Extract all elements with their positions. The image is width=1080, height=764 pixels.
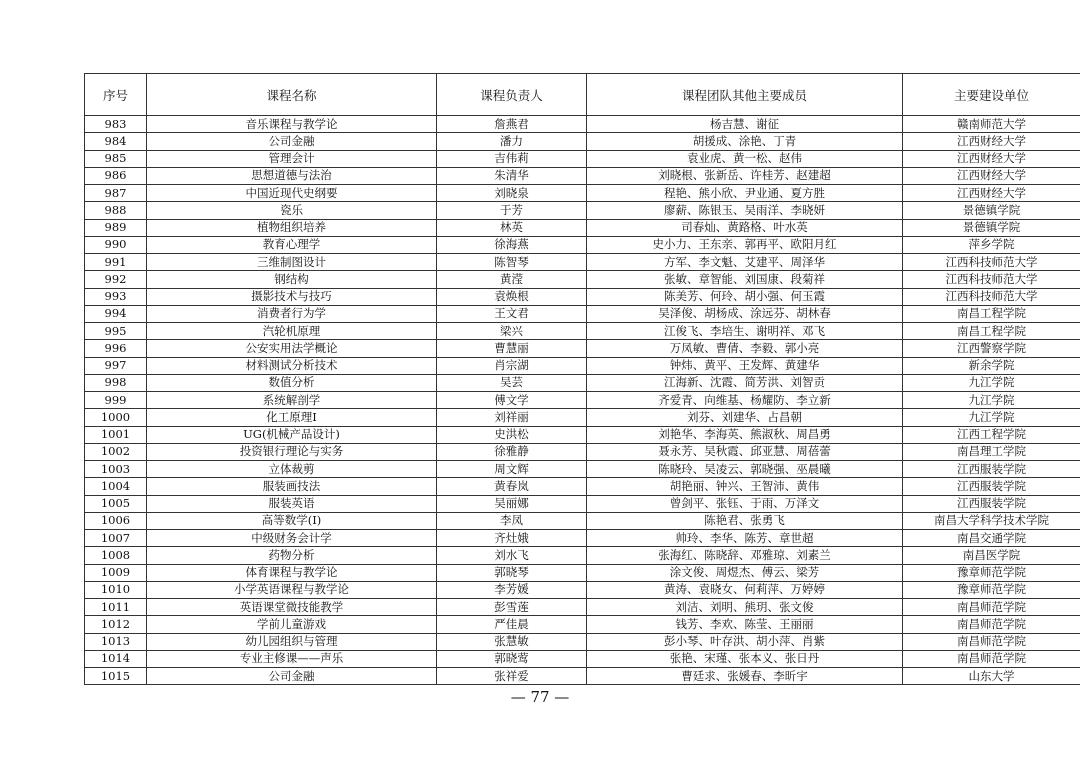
table-row [85,547,1080,564]
cell-course-lead: 张祥爱 [437,668,587,685]
cell-institution: 山东大学 [903,668,1080,685]
cell-institution: 南昌大学科学技术学院 [903,512,1080,529]
cell-course-lead: 陈智琴 [437,254,587,271]
page-number: — 77 — [510,688,570,706]
cell-institution: 赣南师范大学 [903,116,1080,133]
cell-index: 996 [85,340,147,357]
cell-institution: 江西警察学院 [903,340,1080,357]
cell-index: 1003 [85,461,147,478]
cell-institution: 南昌工程学院 [903,323,1080,340]
cell-index: 1015 [85,668,147,685]
cell-course-lead: 李凤 [437,512,587,529]
cell-team-members: 陈艳君、张勇飞 [587,512,903,529]
cell-team-members: 刘芬、刘建华、占昌朝 [587,409,903,426]
cell-course-lead: 曹慧丽 [437,340,587,357]
cell-course-lead: 郭晓莺 [437,650,587,667]
cell-course-lead: 梁兴 [437,323,587,340]
table-row [85,219,1080,236]
cell-course-lead: 郭晓琴 [437,564,587,581]
table-row [85,357,1080,374]
table-row [85,305,1080,322]
cell-course-name: 幼儿园组织与管理 [147,633,437,650]
cell-course-lead: 袁焕根 [437,288,587,305]
cell-team-members: 廖薪、陈银玉、吴雨洋、李晓妍 [587,202,903,219]
cell-course-lead: 林英 [437,219,587,236]
cell-team-members: 彭小琴、叶存洪、胡小萍、肖紫 [587,633,903,650]
cell-index: 995 [85,323,147,340]
cell-institution: 九江学院 [903,409,1080,426]
cell-team-members: 江俊飞、李培生、谢明祥、邓飞 [587,323,903,340]
cell-index: 1004 [85,478,147,495]
table-body [85,116,1080,685]
table-row [85,443,1080,460]
header-course-name: 课程名称 [147,74,437,116]
cell-course-name: 管理会计 [147,150,437,167]
table-row [85,495,1080,512]
cell-team-members: 陈晓玲、吴凌云、郭晓强、巫晨曦 [587,461,903,478]
table-row [85,185,1080,202]
table-row [85,616,1080,633]
cell-course-lead: 齐灶娥 [437,530,587,547]
cell-course-name: 汽轮机原理 [147,323,437,340]
cell-index: 986 [85,167,147,184]
cell-course-lead: 黄春岚 [437,478,587,495]
cell-course-lead: 朱清华 [437,167,587,184]
cell-institution: 南昌理工学院 [903,443,1080,460]
cell-course-lead: 王文君 [437,305,587,322]
cell-team-members: 张敏、章智能、刘国康、段菊祥 [587,271,903,288]
cell-course-name: 中级财务会计学 [147,530,437,547]
table-row [85,668,1080,685]
cell-institution: 江西服装学院 [903,495,1080,512]
header-institution: 主要建设单位 [903,74,1080,116]
cell-team-members: 胡艳丽、钟兴、王智沛、黄伟 [587,478,903,495]
cell-team-members: 程艳、熊小欣、尹业通、夏方胜 [587,185,903,202]
cell-team-members: 杨吉慧、谢征 [587,116,903,133]
cell-course-lead: 傅文学 [437,392,587,409]
cell-course-lead: 刘水飞 [437,547,587,564]
cell-institution: 南昌师范学院 [903,599,1080,616]
cell-course-lead: 徐雅静 [437,443,587,460]
table-row [85,564,1080,581]
cell-course-lead: 潘力 [437,133,587,150]
cell-course-lead: 严佳晨 [437,616,587,633]
cell-team-members: 张海红、陈晓辞、邓雅琼、刘素兰 [587,547,903,564]
cell-index: 1010 [85,581,147,598]
cell-course-name: 中国近现代史纲要 [147,185,437,202]
cell-index: 1009 [85,564,147,581]
cell-course-name: UG(机械产品设计) [147,426,437,443]
cell-index: 1005 [85,495,147,512]
cell-team-members: 钱芳、李欢、陈莹、王丽丽 [587,616,903,633]
table-row [85,202,1080,219]
header-team-members: 课程团队其他主要成员 [587,74,903,116]
table-row [85,409,1080,426]
cell-course-lead: 刘晓泉 [437,185,587,202]
cell-team-members: 涂文俊、周煜杰、傅云、梁芳 [587,564,903,581]
cell-index: 991 [85,254,147,271]
cell-course-lead: 吴丽娜 [437,495,587,512]
cell-institution: 江西服装学院 [903,478,1080,495]
cell-team-members: 聂永芳、吴秋霞、邱亚慧、周蓓蕾 [587,443,903,460]
cell-index: 992 [85,271,147,288]
table-row [85,426,1080,443]
cell-institution: 江西科技师范大学 [903,288,1080,305]
cell-team-members: 刘晓根、张新岳、许桂芳、赵建超 [587,167,903,184]
table-row [85,271,1080,288]
header-index: 序号 [85,74,147,116]
cell-team-members: 万凤敏、曹倩、李毅、郭小亮 [587,340,903,357]
header-row [85,74,1080,116]
cell-course-lead: 刘祥丽 [437,409,587,426]
table-row [85,323,1080,340]
cell-index: 983 [85,116,147,133]
cell-course-name: 体育课程与教学论 [147,564,437,581]
cell-course-name: 钢结构 [147,271,437,288]
cell-institution: 江西财经大学 [903,150,1080,167]
cell-index: 987 [85,185,147,202]
cell-course-name: 公司金融 [147,668,437,685]
cell-team-members: 齐爱青、向维基、杨耀防、李立新 [587,392,903,409]
cell-team-members: 江海新、沈霞、简芳洪、刘智贡 [587,374,903,391]
course-table [84,73,1080,685]
table-row [85,167,1080,184]
table-row [85,478,1080,495]
cell-course-lead: 张慧敏 [437,633,587,650]
table-row [85,374,1080,391]
cell-course-lead: 徐海燕 [437,236,587,253]
table-row [85,461,1080,478]
cell-course-lead: 吴芸 [437,374,587,391]
cell-institution: 江西财经大学 [903,133,1080,150]
cell-team-members: 刘艳华、李海英、熊淑秋、周昌勇 [587,426,903,443]
cell-course-name: 材料测试分析技术 [147,357,437,374]
cell-index: 984 [85,133,147,150]
table-row [85,288,1080,305]
cell-index: 1007 [85,530,147,547]
cell-course-name: 思想道德与法治 [147,167,437,184]
cell-course-lead: 于芳 [437,202,587,219]
cell-institution: 南昌医学院 [903,547,1080,564]
table-row [85,650,1080,667]
cell-team-members: 曾剑平、张钰、于雨、万泽文 [587,495,903,512]
cell-index: 1000 [85,409,147,426]
cell-institution: 豫章师范学院 [903,564,1080,581]
cell-team-members: 方军、李文魁、艾建平、周泽华 [587,254,903,271]
cell-index: 1014 [85,650,147,667]
table-row [85,116,1080,133]
cell-institution: 新余学院 [903,357,1080,374]
table-row [85,150,1080,167]
cell-index: 993 [85,288,147,305]
cell-index: 1011 [85,599,147,616]
cell-institution: 江西财经大学 [903,185,1080,202]
cell-course-name: 投资银行理论与实务 [147,443,437,460]
cell-team-members: 袁业虎、黄一松、赵伟 [587,150,903,167]
cell-course-lead: 黄滢 [437,271,587,288]
cell-course-name: 化工原理I [147,409,437,426]
cell-index: 1002 [85,443,147,460]
table-row [85,581,1080,598]
cell-course-name: 瓷乐 [147,202,437,219]
cell-index: 989 [85,219,147,236]
cell-institution: 南昌师范学院 [903,633,1080,650]
cell-index: 988 [85,202,147,219]
cell-team-members: 司春灿、黄路格、叶水英 [587,219,903,236]
table-row [85,512,1080,529]
cell-index: 997 [85,357,147,374]
cell-course-lead: 肖宗湖 [437,357,587,374]
table-row [85,340,1080,357]
cell-course-name: 摄影技术与技巧 [147,288,437,305]
cell-institution: 南昌师范学院 [903,616,1080,633]
cell-course-name: 音乐课程与教学论 [147,116,437,133]
cell-index: 1001 [85,426,147,443]
cell-course-name: 服装画技法 [147,478,437,495]
cell-team-members: 史小力、王东亲、郭再平、欧阳月红 [587,236,903,253]
cell-institution: 九江学院 [903,374,1080,391]
cell-course-name: 英语课堂微技能教学 [147,599,437,616]
cell-team-members: 吴泽俊、胡杨成、涂远芬、胡林春 [587,305,903,322]
cell-course-name: 教育心理学 [147,236,437,253]
table-row [85,254,1080,271]
cell-course-name: 植物组织培养 [147,219,437,236]
cell-institution: 豫章师范学院 [903,581,1080,598]
cell-institution: 江西财经大学 [903,167,1080,184]
cell-index: 1013 [85,633,147,650]
cell-course-lead: 周文辉 [437,461,587,478]
cell-team-members: 张艳、宋瑾、张本义、张日丹 [587,650,903,667]
cell-index: 1008 [85,547,147,564]
cell-team-members: 胡援成、涂艳、丁青 [587,133,903,150]
cell-institution: 南昌交通学院 [903,530,1080,547]
cell-team-members: 刘洁、刘明、熊玥、张文俊 [587,599,903,616]
cell-team-members: 陈美芳、何玲、胡小强、何玉霞 [587,288,903,305]
cell-index: 1012 [85,616,147,633]
table-row [85,530,1080,547]
cell-index: 994 [85,305,147,322]
cell-course-name: 系统解剖学 [147,392,437,409]
cell-institution: 南昌工程学院 [903,305,1080,322]
cell-index: 1006 [85,512,147,529]
cell-team-members: 帅玲、李华、陈芳、章世超 [587,530,903,547]
cell-institution: 江西科技师范大学 [903,254,1080,271]
cell-course-lead: 彭雪莲 [437,599,587,616]
cell-course-name: 小学英语课程与教学论 [147,581,437,598]
cell-team-members: 曹廷求、张媛春、李昕宇 [587,668,903,685]
table-row [85,599,1080,616]
cell-institution: 萍乡学院 [903,236,1080,253]
cell-index: 998 [85,374,147,391]
cell-institution: 景德镇学院 [903,219,1080,236]
cell-course-name: 学前儿童游戏 [147,616,437,633]
cell-course-lead: 吉伟莉 [437,150,587,167]
cell-course-name: 高等数学(Ⅰ) [147,512,437,529]
header-course-lead: 课程负责人 [437,74,587,116]
cell-institution: 南昌师范学院 [903,650,1080,667]
cell-team-members: 黄涛、袁晓女、何莉萍、万婷婷 [587,581,903,598]
cell-team-members: 钟炜、黄平、王发辉、黄建华 [587,357,903,374]
cell-course-name: 消费者行为学 [147,305,437,322]
cell-course-name: 药物分析 [147,547,437,564]
cell-course-lead: 史洪松 [437,426,587,443]
cell-index: 985 [85,150,147,167]
cell-course-name: 立体裁剪 [147,461,437,478]
cell-course-name: 专业主修课——声乐 [147,650,437,667]
cell-course-name: 公安实用法学概论 [147,340,437,357]
cell-index: 999 [85,392,147,409]
table-row [85,236,1080,253]
cell-institution: 九江学院 [903,392,1080,409]
cell-institution: 江西科技师范大学 [903,271,1080,288]
table-header [85,74,1080,116]
table-row [85,133,1080,150]
cell-course-name: 数值分析 [147,374,437,391]
cell-course-lead: 李芳媛 [437,581,587,598]
cell-institution: 江西服装学院 [903,461,1080,478]
table-row [85,392,1080,409]
cell-course-name: 公司金融 [147,133,437,150]
cell-course-lead: 詹燕君 [437,116,587,133]
cell-course-name: 服装英语 [147,495,437,512]
cell-institution: 景德镇学院 [903,202,1080,219]
cell-index: 990 [85,236,147,253]
cell-institution: 江西工程学院 [903,426,1080,443]
table-row [85,633,1080,650]
cell-course-name: 三维制图设计 [147,254,437,271]
